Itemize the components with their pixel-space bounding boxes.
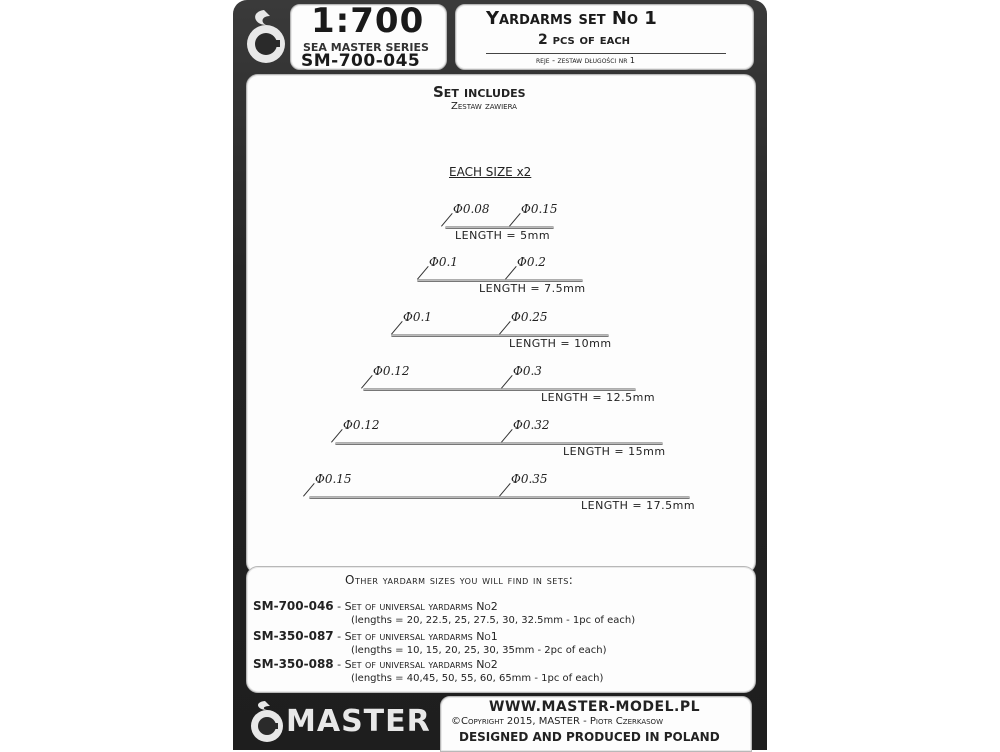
leader-line <box>361 375 373 389</box>
website-link[interactable]: WWW.MASTER-MODEL.PL <box>489 699 700 715</box>
series-label: SEA MASTER SERIES <box>303 41 429 54</box>
scale-panel <box>290 1 447 71</box>
product-title-pl: reje - zestaw długości nr 1 <box>536 56 636 65</box>
yardarm-center-diameter: Φ0.3 <box>513 364 542 378</box>
brand-logo <box>244 700 440 746</box>
other-set-code: SM-350-087 <box>253 629 334 643</box>
leader-line <box>417 266 429 280</box>
title-panel <box>455 4 754 70</box>
yardarm-length: LENGTH = 7.5mm <box>479 282 586 295</box>
leader-line <box>509 213 521 227</box>
yardarm-length: LENGTH = 17.5mm <box>581 499 696 512</box>
product-code: SM-700-045 <box>301 51 421 71</box>
other-set-lengths-1: (lengths = 20, 22.5, 25, 27.5, 30, 32.5mm - 1pc of each) <box>351 615 636 626</box>
other-set-lengths-2: (lengths = 10, 15, 20, 25, 30, 35mm - 2pc of each) <box>351 645 607 656</box>
scale-label: 1:700 <box>311 1 425 41</box>
other-set-1 <box>253 599 498 613</box>
product-title: Yardarms set No 1 <box>486 8 657 29</box>
leader-line <box>501 429 513 443</box>
yardarm-end-diameter: Φ0.15 <box>315 472 352 486</box>
other-set-lengths-3: (lengths = 40,45, 50, 55, 60, 65mm - 1pc of each) <box>351 673 604 684</box>
yardarm-center-diameter: Φ0.15 <box>521 202 558 216</box>
other-sets-heading: Other yardarm sizes you will find in sets: <box>345 573 574 587</box>
yardarm-center-diameter: Φ0.2 <box>517 255 546 269</box>
brand-mark-icon <box>246 700 288 744</box>
other-set-code: SM-350-088 <box>253 657 334 671</box>
yardarm-length: LENGTH = 5mm <box>455 229 551 242</box>
other-set-desc: - Set of universal yardarms No2 <box>337 658 498 671</box>
leader-line <box>331 429 343 443</box>
leader-line <box>499 321 511 335</box>
footer-panel <box>440 696 752 752</box>
master-logo-icon <box>244 6 288 70</box>
yardarm-center-diameter: Φ0.35 <box>511 472 548 486</box>
set-includes-heading-pl: Zestaw zawiera <box>451 101 517 112</box>
contents-panel <box>246 74 756 574</box>
yardarm-end-diameter: Φ0.1 <box>403 310 432 324</box>
other-set-3 <box>253 657 498 671</box>
other-set-desc: - Set of universal yardarms No2 <box>337 600 498 613</box>
leader-line <box>505 266 517 280</box>
yardarm-length: LENGTH = 12.5mm <box>541 391 656 404</box>
leader-line <box>441 213 453 227</box>
other-set-2 <box>253 629 498 643</box>
set-includes-heading: Set includes <box>433 83 526 101</box>
yardarm-end-diameter: Φ0.12 <box>373 364 410 378</box>
made-in: DESIGNED AND PRODUCED IN POLAND <box>459 730 720 744</box>
other-set-code: SM-700-046 <box>253 599 334 613</box>
leader-line <box>391 321 403 335</box>
copyright: ©Copyright 2015, MASTER - Piotr Czerkasow <box>451 716 663 727</box>
yardarm-length: LENGTH = 15mm <box>563 445 666 458</box>
yardarm-end-diameter: Φ0.1 <box>429 255 458 269</box>
leader-line <box>303 483 315 497</box>
product-subtitle: 2 pcs of each <box>538 32 631 48</box>
yardarm-end-diameter: Φ0.08 <box>453 202 490 216</box>
yardarm-length: LENGTH = 10mm <box>509 337 612 350</box>
leader-line <box>499 483 511 497</box>
other-set-desc: - Set of universal yardarms No1 <box>337 630 498 643</box>
each-size-note: EACH SIZE x2 <box>449 165 532 179</box>
yardarm-end-diameter: Φ0.12 <box>343 418 380 432</box>
yardarm-center-diameter: Φ0.25 <box>511 310 548 324</box>
brand-name: MASTER <box>286 704 431 739</box>
other-sets-panel <box>246 566 756 693</box>
yardarm-center-diameter: Φ0.32 <box>513 418 550 432</box>
title-divider <box>486 53 726 54</box>
leader-line <box>501 375 513 389</box>
